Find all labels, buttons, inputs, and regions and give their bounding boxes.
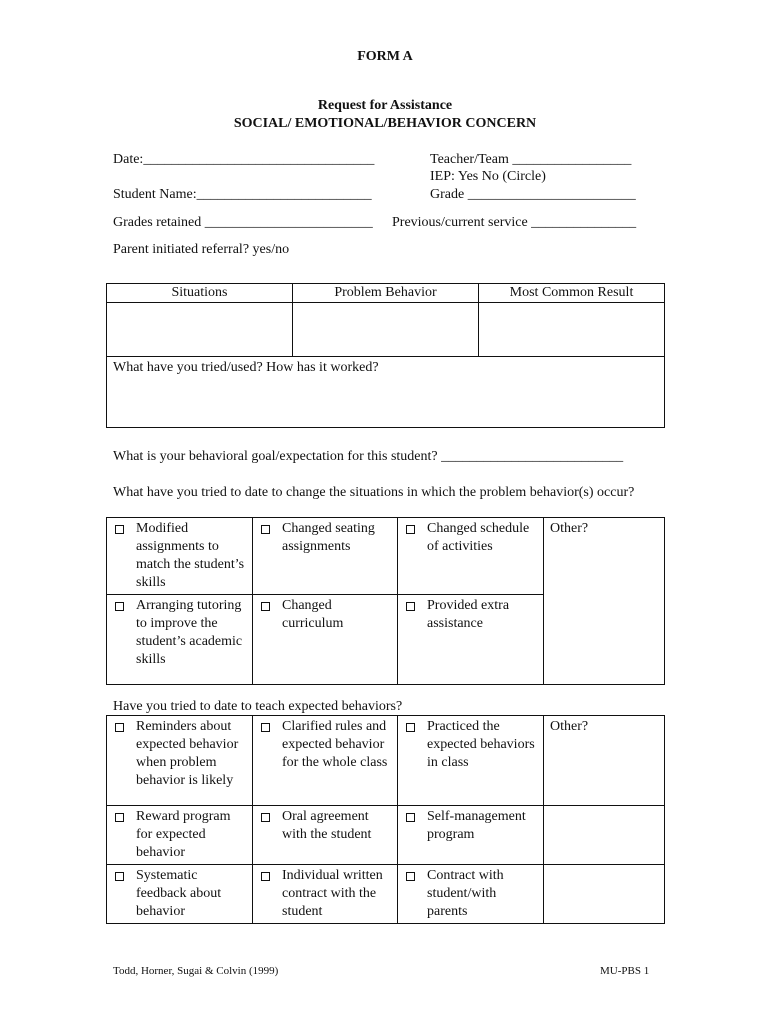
most-common-result-header: Most Common Result (479, 284, 665, 303)
date-field[interactable]: Date:_________________________________ (113, 152, 375, 167)
checkbox-icon[interactable] (115, 813, 124, 822)
checkbox-icon[interactable] (261, 602, 270, 611)
problem-behavior-header: Problem Behavior (293, 284, 479, 303)
systematic-feedback-option[interactable] (107, 865, 253, 924)
situations-header: Situations (107, 284, 293, 303)
teaching-strategies-table (106, 715, 665, 924)
situations-table (106, 283, 665, 428)
iep-field[interactable]: IEP: Yes No (Circle) (430, 169, 546, 184)
changed-seating-option[interactable] (253, 518, 398, 595)
checkbox-icon[interactable] (406, 872, 415, 881)
form-heading: SOCIAL/ EMOTIONAL/BEHAVIOR CONCERN (233, 116, 537, 131)
option-label: Individual written contract with the student (282, 868, 383, 919)
checkbox-icon[interactable] (261, 813, 270, 822)
option-label: Changed curriculum (282, 598, 344, 631)
goal-question[interactable]: What is your behavioral goal/expectation for this student? __________________________ (113, 449, 624, 464)
other-label: Other? (550, 719, 589, 734)
teacher-team-field[interactable]: Teacher/Team _________________ (430, 152, 632, 167)
option-label: Clarified rules and expected behavior for the whole class (282, 719, 388, 770)
option-label: Changed schedule of activities (427, 521, 530, 554)
option-label: Changed seating assignments (282, 521, 375, 554)
self-management-option[interactable] (398, 806, 544, 865)
page-id: MU-PBS 1 (600, 965, 650, 977)
checkbox-icon[interactable] (406, 723, 415, 732)
checkbox-icon[interactable] (115, 525, 124, 534)
checkbox-icon[interactable] (261, 872, 270, 881)
checkbox-icon[interactable] (406, 813, 415, 822)
option-label: Provided extra assistance (427, 598, 510, 631)
option-label: Self-management program (427, 809, 526, 842)
reminders-option[interactable] (107, 716, 253, 806)
changed-curriculum-option[interactable] (253, 595, 398, 685)
form-subtitle: Request for Assistance (317, 98, 453, 113)
reward-program-option[interactable] (107, 806, 253, 865)
oral-agreement-option[interactable] (253, 806, 398, 865)
citation: Todd, Horner, Sugai & Colvin (1999) (113, 965, 279, 977)
parent-contract-option[interactable] (398, 865, 544, 924)
grade-field[interactable]: Grade ________________________ (430, 187, 636, 202)
checkbox-icon[interactable] (261, 723, 270, 732)
other-cell-blank[interactable] (544, 865, 665, 924)
situations-cell[interactable] (107, 303, 293, 357)
expected-behaviors-question: Have you tried to date to teach expected behaviors? (113, 699, 403, 714)
most-common-result-cell[interactable] (479, 303, 665, 357)
student-name-field[interactable]: Student Name:_________________________ (113, 187, 372, 202)
tried-used-cell[interactable] (107, 357, 665, 428)
other-cell[interactable] (544, 716, 665, 806)
arranging-tutoring-option[interactable] (107, 595, 253, 685)
option-label: Practiced the expected behaviors in class (427, 719, 535, 770)
option-label: Oral agreement with the student (282, 809, 372, 842)
checkbox-icon[interactable] (406, 525, 415, 534)
option-label: Modified assignments to match the student’s skills (136, 521, 245, 590)
other-cell-blank[interactable] (544, 806, 665, 865)
previous-service-field[interactable]: Previous/current service _______________ (392, 215, 637, 230)
option-label: Arranging tutoring to improve the student’s academic skills (136, 598, 243, 667)
situation-strategies-table (106, 517, 665, 685)
other-cell[interactable] (544, 518, 665, 685)
written-contract-option[interactable] (253, 865, 398, 924)
grades-retained-field[interactable]: Grades retained ________________________ (113, 215, 373, 230)
checkbox-icon[interactable] (115, 872, 124, 881)
modified-assignments-option[interactable] (107, 518, 253, 595)
practiced-behaviors-option[interactable] (398, 716, 544, 806)
tried-used-label: What have you tried/used? How has it worked? (113, 360, 379, 375)
changed-schedule-option[interactable] (398, 518, 544, 595)
clarified-rules-option[interactable] (253, 716, 398, 806)
parent-referral-field[interactable]: Parent initiated referral? yes/no (113, 242, 290, 257)
extra-assistance-option[interactable] (398, 595, 544, 685)
checkbox-icon[interactable] (115, 602, 124, 611)
situations-question: What have you tried to date to change the situations in which the problem behavior(s) occur? (113, 485, 635, 500)
checkbox-icon[interactable] (261, 525, 270, 534)
option-label: Reward program for expected behavior (136, 809, 231, 860)
other-label: Other? (550, 521, 589, 536)
option-label: Reminders about expected behavior when problem behavior is likely (136, 719, 239, 788)
checkbox-icon[interactable] (406, 602, 415, 611)
checkbox-icon[interactable] (115, 723, 124, 732)
option-label: Systematic feedback about behavior (136, 868, 222, 919)
problem-behavior-cell[interactable] (293, 303, 479, 357)
option-label: Contract with student/with parents (427, 868, 504, 919)
form-title: FORM A (357, 49, 413, 64)
